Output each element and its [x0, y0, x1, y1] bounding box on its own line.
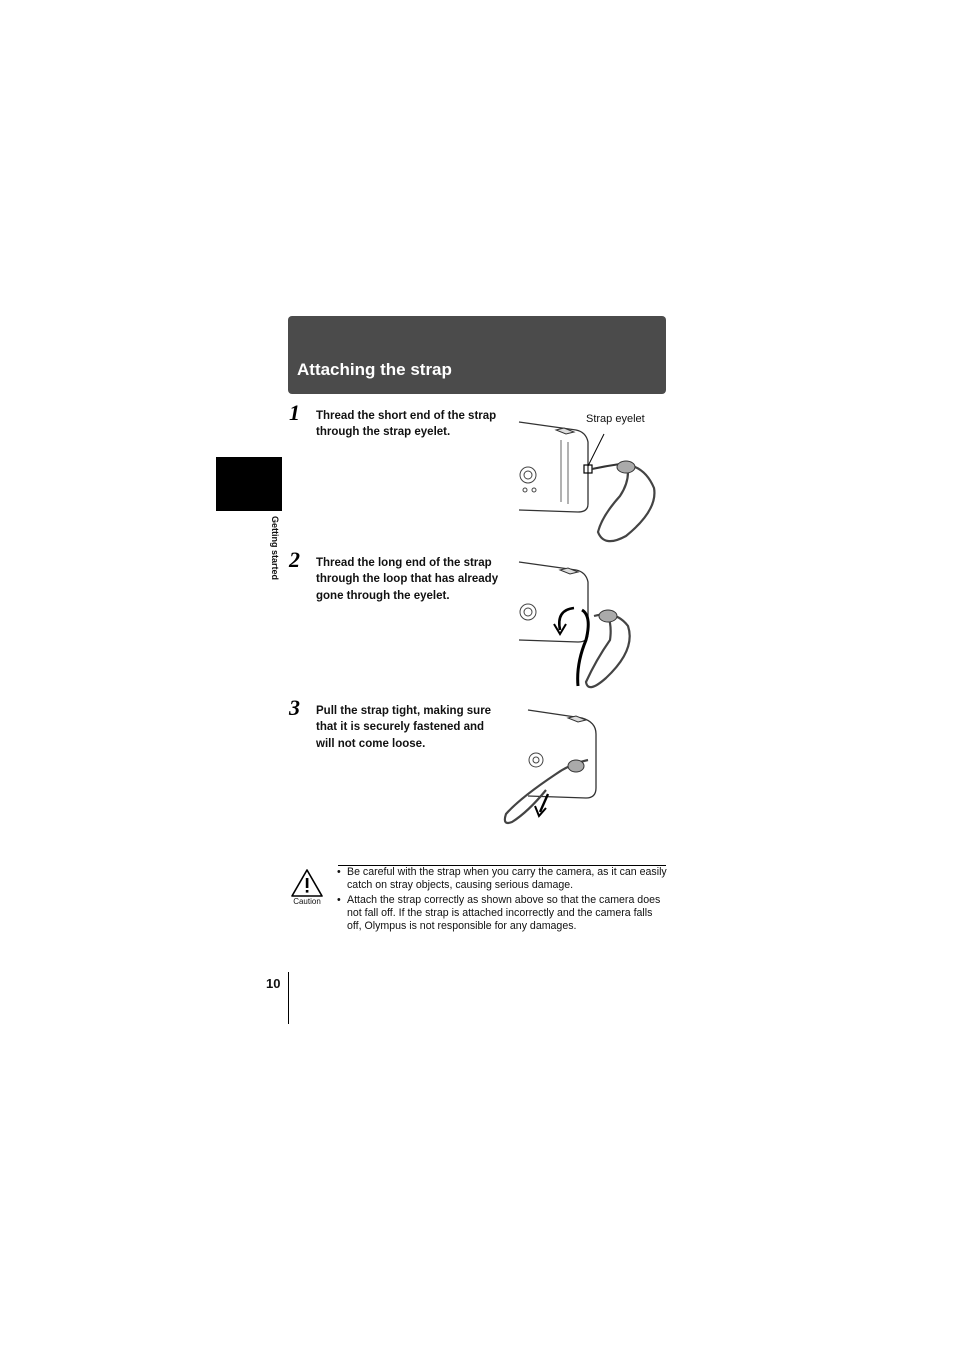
page-title: Attaching the strap — [297, 360, 452, 379]
step-1-number: 1 — [289, 400, 300, 425]
step-3-number: 3 — [289, 695, 300, 720]
strap-eyelet-callout: Strap eyelet — [586, 413, 645, 425]
section-header-bar — [288, 316, 666, 394]
caution-notes — [337, 866, 667, 935]
chapter-label — [266, 516, 282, 588]
page-number: 10 — [266, 976, 281, 991]
step-1-illustration — [516, 420, 666, 546]
caution-bullet: • Be careful with the strap when you carry the camera, as it can easily catch on stray objects, causing serious damage. — [337, 866, 667, 892]
step-3-illustration — [500, 708, 602, 830]
chapter-tab — [216, 457, 282, 511]
caution-label: Caution — [293, 897, 321, 906]
page-number-rule — [288, 972, 289, 1024]
step-2-text: Thread the long end of the strap through the loop that has already gone through the eyelet. — [316, 557, 499, 602]
step-2-number: 2 — [289, 547, 300, 572]
step-1-text: Thread the short end of the strap through the strap eyelet. — [316, 410, 497, 439]
caution-bullet: • Attach the strap correctly as shown above so that the camera does not fall off. If the strap is attached incorrectly and the camera falls off, Olympus is not responsible for any damages. — [337, 894, 667, 933]
chapter-label-text: Getting started — [270, 516, 280, 581]
step-3-text: Pull the strap tight, making sure that it is securely fastened and will not come loose. — [316, 705, 492, 750]
step-2-illustration — [516, 560, 646, 694]
